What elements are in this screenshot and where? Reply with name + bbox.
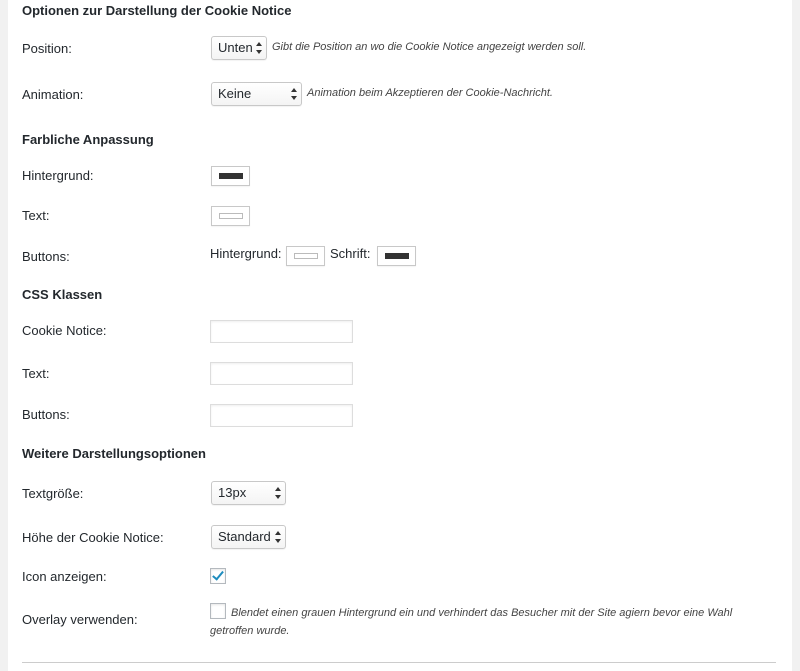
section-title-colors: Farbliche Anpassung [22, 132, 154, 147]
position-select[interactable] [211, 36, 267, 60]
text-color-label: Text: [22, 208, 50, 223]
background-color-picker[interactable] [211, 166, 250, 186]
css-notice-input[interactable] [210, 320, 353, 343]
animation-description: Animation beim Akzeptieren der Cookie-Nachricht. [307, 87, 553, 99]
background-color-label: Hintergrund: [22, 168, 94, 183]
icon-label: Icon anzeigen: [22, 569, 107, 584]
animation-select-value: Keine [218, 86, 252, 101]
buttons-font-label: Schrift: [330, 246, 371, 261]
text-color-swatch [219, 213, 243, 219]
buttons-bg-color-picker[interactable] [286, 246, 325, 266]
animation-select[interactable] [211, 82, 302, 106]
select-arrows-icon [275, 531, 281, 543]
buttons-bg-label: Hintergrund: [210, 246, 282, 261]
font-size-label: Textgröße: [22, 486, 84, 501]
select-arrows-icon [275, 487, 281, 499]
css-text-input[interactable] [210, 362, 353, 385]
select-arrows-icon [291, 88, 297, 100]
section-title-more: Weitere Darstellungsoptionen [22, 446, 206, 461]
position-label: Position: [22, 41, 72, 56]
select-arrows-icon [256, 42, 262, 54]
settings-panel [8, 0, 792, 671]
height-select-value: Standard [218, 529, 271, 544]
checkmark-icon [212, 568, 224, 580]
buttons-font-color-swatch [385, 253, 409, 259]
height-label: Höhe der Cookie Notice: [22, 530, 164, 545]
background-color-swatch [219, 173, 243, 179]
text-color-picker[interactable] [211, 206, 250, 226]
css-notice-label: Cookie Notice: [22, 323, 107, 338]
font-size-select-value: 13px [218, 485, 247, 500]
buttons-color-label: Buttons: [22, 249, 70, 264]
css-buttons-input[interactable] [210, 404, 353, 427]
css-buttons-label: Buttons: [22, 407, 70, 422]
overlay-label: Overlay verwenden: [22, 612, 138, 627]
position-description: Gibt die Position an wo die Cookie Notice angezeigt werden soll. [272, 41, 587, 53]
buttons-font-color-picker[interactable] [377, 246, 416, 266]
position-select-value: Unten [218, 40, 253, 55]
animation-label: Animation: [22, 87, 84, 102]
css-text-label: Text: [22, 366, 50, 381]
font-size-select[interactable] [211, 481, 286, 505]
height-select[interactable] [211, 525, 286, 549]
overlay-description: Blendet einen grauen Hintergrund ein und verhindert das Besucher mit der Site agiern bevor eine Wahl getroffen wurde. [210, 607, 733, 637]
section-title-display: Optionen zur Darstellung der Cookie Notice [22, 3, 292, 18]
icon-checkbox[interactable] [210, 568, 226, 584]
divider [22, 662, 776, 663]
section-title-css: CSS Klassen [22, 287, 103, 302]
buttons-bg-color-swatch [294, 253, 318, 259]
